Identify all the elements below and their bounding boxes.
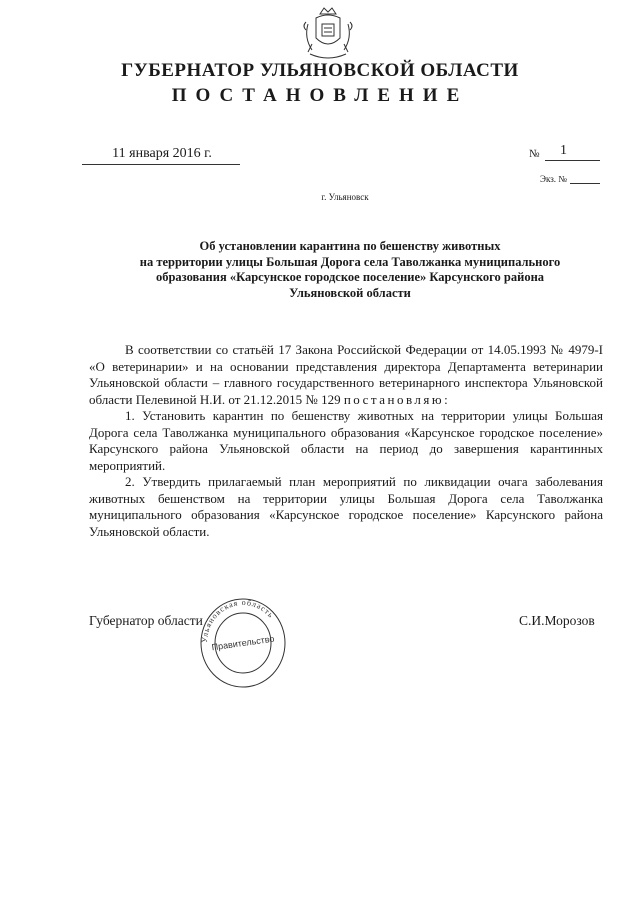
number-underline [545,160,600,161]
date-underline [82,164,240,165]
document-number: 1 [560,143,567,158]
copy-number-label: Экз. № [540,174,567,184]
title-line: Об установлении карантина по бешенству животных [199,239,501,253]
organization-heading: ГУБЕРНАТОР УЛЬЯНОВСКОЙ ОБЛАСТИ [121,60,519,81]
signer-name: С.И.Морозов [519,613,595,628]
copy-number-underline [570,183,600,184]
document-date: 11 января 2016 г. [112,146,212,161]
intro-paragraph: В соответствии со статьёй 17 Закона Российской Федерации от 14.05.1993 № 4979-I «О ветеринарии» и на основании представления директора Департамента ветеринарии Ульяновской области – главного государственного ветеринарного инспектора Ульяновской области Пелевиной Н.И. от 21.12.2015 № 129 постановляю: [89,342,603,407]
title-line: образования «Карсунское городское поселение» Карсунского района [155,270,545,284]
item-paragraph: 2. Утвердить прилагаемый план мероприятий по ликвидации очага заболевания животных бешенством на территории улицы Большая Дорога села Таволжанка муниципального образования «Карсунское городское поселение» Карсунского района Ульяновской области. [89,474,603,539]
document-type-heading: ПОСТАНОВЛЕНИЕ [171,85,469,106]
document-body [89,342,603,540]
item-paragraph: 1. Установить карантин по бешенству животных на территории улицы Большая Дорога села Таволжанка муниципального образования «Карсунское городское поселение» Карсунского района Ульяновской области на период до завершения карантинных мероприятий. [89,408,603,473]
number-label: № [529,148,540,160]
city-line: г. Ульяновск [321,192,369,202]
coat-of-arms-icon [298,4,358,64]
document-title [60,239,640,301]
title-line: Ульяновской области [289,285,411,300]
svg-text:Ульяновская область: Ульяновская область [199,597,276,644]
signer-position: Губернатор области [89,613,203,628]
decree-word: постановляю: [343,391,451,407]
title-line: на территории улицы Большая Дорога села Таволжанка муниципального [139,254,561,269]
seal-text: Правительство [210,633,276,653]
official-stamp [198,596,288,690]
